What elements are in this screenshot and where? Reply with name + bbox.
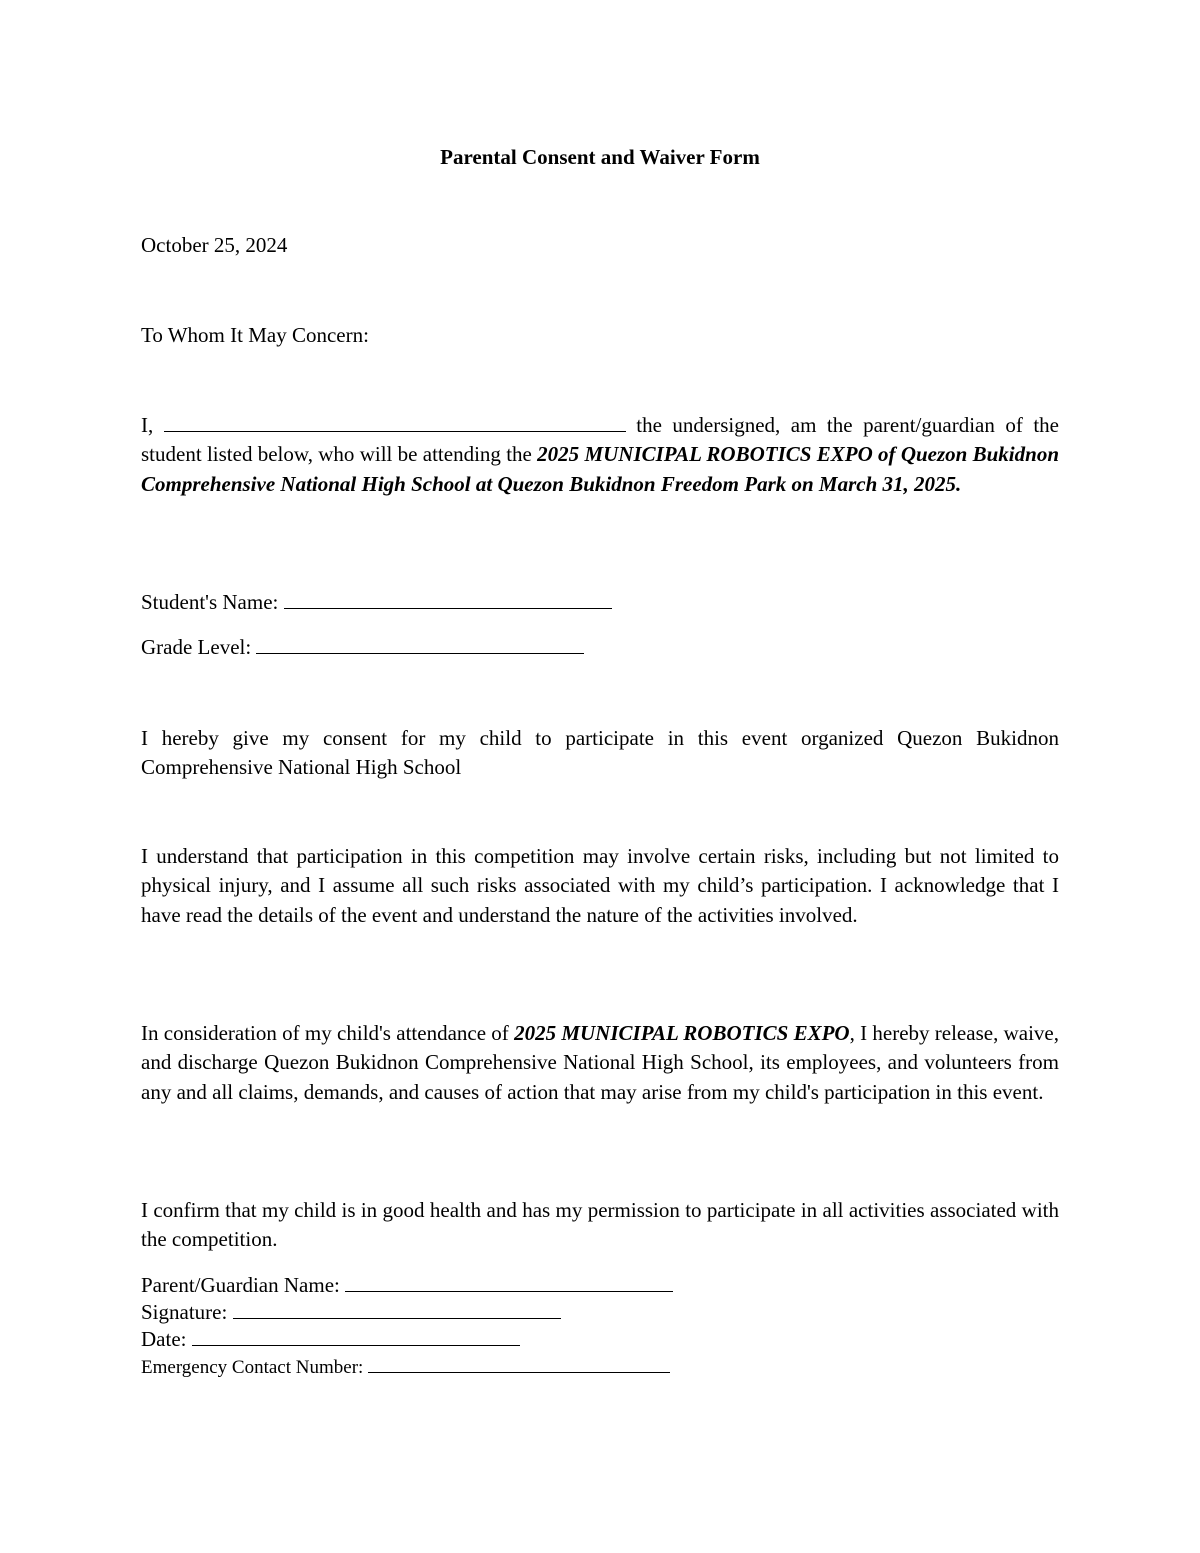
grade-level-field (141, 633, 584, 662)
signature-field (141, 1298, 561, 1327)
risk-paragraph: I understand that participation in this competition may involve certain risks, including but not limited to physical injury, and I assume all such risks associated with my child’s participation. I acknowledge that I have read the details of the event and understand the nature of the activities involved. (141, 844, 1059, 927)
grade-level-label: Grade Level: (141, 635, 252, 659)
release-paragraph (141, 1019, 1059, 1107)
page-title: Parental Consent and Waiver Form (440, 145, 760, 169)
parent-guardian-name-field (141, 1271, 673, 1300)
date-blank[interactable] (192, 1327, 520, 1346)
date-field (141, 1325, 520, 1354)
student-name-field (141, 588, 612, 617)
intro-middle: the undersigned, am the parent/guardian of the student listed below, who will be attending the (141, 413, 1060, 467)
student-name-blank[interactable] (284, 590, 612, 609)
intro-paragraph (141, 411, 1059, 499)
health-paragraph: I confirm that my child is in good health and has my permission to participate in all activities associated with the competition. (141, 1198, 1059, 1252)
grade-level-blank[interactable] (256, 635, 584, 654)
consent-paragraph: I hereby give my consent for my child to participate in this event organized Quezon Bukidnon Comprehensive National High School (141, 726, 1059, 780)
parent-guardian-name-blank[interactable] (345, 1273, 673, 1292)
release-event-name: 2025 MUNICIPAL ROBOTICS EXPO (514, 1021, 850, 1045)
parent-guardian-name-label: Parent/Guardian Name: (141, 1273, 340, 1297)
date-label: Date: (141, 1327, 187, 1351)
student-name-label: Student's Name: (141, 590, 279, 614)
event-details: 2025 MUNICIPAL ROBOTICS EXPO of Quezon Bukidnon Comprehensive National High School at Quezon Bukidnon Freedom Park on March 31, 2025. (141, 442, 1060, 496)
salutation: To Whom It May Concern: (141, 323, 369, 347)
emergency-contact-blank[interactable] (368, 1356, 670, 1373)
letter-date: October 25, 2024 (141, 233, 288, 257)
signature-label: Signature: (141, 1300, 228, 1324)
parent-name-blank[interactable] (164, 413, 626, 432)
emergency-contact-field (141, 1353, 670, 1382)
release-rest: , I hereby release, waive, and discharge Quezon Bukidnon Comprehensive National High School, its employees, and volunteers from any and all claims, demands, and causes of action that may arise from my child's participation in this event. (141, 1021, 1059, 1104)
emergency-contact-label: Emergency Contact Number: (141, 1357, 364, 1378)
signature-blank[interactable] (233, 1300, 561, 1319)
intro-start: I, (141, 413, 154, 437)
release-start: In consideration of my child's attendance of (141, 1021, 515, 1045)
